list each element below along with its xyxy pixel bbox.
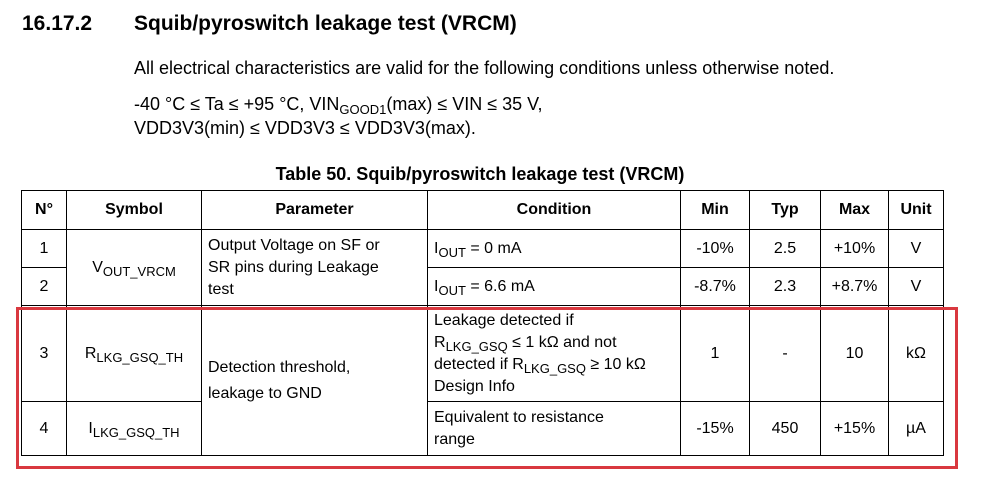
cell-n: 2 — [22, 268, 67, 306]
header-unit: Unit — [889, 191, 944, 230]
leakage-test-table — [21, 190, 944, 456]
cell-min: -15% — [681, 402, 750, 456]
cell-symbol: $R_{LKG\_GSQ\_TH}$ — [67, 306, 202, 402]
cell-min: 1 — [681, 306, 750, 402]
cell-unit: µA — [889, 402, 944, 456]
conditions-line-1: -40 °C ≤ Ta ≤ +95 °C, $VIN_{GOOD1}(\max)$ ≤ VIN ≤ 35 V, — [134, 94, 543, 117]
cell-typ: - — [750, 306, 821, 402]
cell-n: 4 — [22, 402, 67, 456]
cell-condition: $I_{OUT} = 6.6$ mA — [428, 268, 681, 306]
cell-parameter: Detection threshold, leakage to GND — [202, 306, 428, 456]
cell-typ: 450 — [750, 402, 821, 456]
cell-parameter: Output Voltage on SF or SR pins during Leakage test — [202, 230, 428, 306]
cell-typ: 2.3 — [750, 268, 821, 306]
cell-unit: V — [889, 268, 944, 306]
cell-unit: kΩ — [889, 306, 944, 402]
cell-max: +8.7% — [821, 268, 889, 306]
cell-unit: V — [889, 230, 944, 268]
header-symbol: Symbol — [67, 191, 202, 230]
conditions-line-2: VDD3V3(min) ≤ VDD3V3 ≤ VDD3V3(max). — [134, 118, 476, 138]
header-parameter: Parameter — [202, 191, 428, 230]
cell-condition: $I_{OUT} = 0$ mA — [428, 230, 681, 268]
cell-symbol: $I_{LKG\_GSQ\_TH}$ — [67, 402, 202, 456]
cell-min: -8.7% — [681, 268, 750, 306]
table-row — [22, 402, 944, 456]
header-min: Min — [681, 191, 750, 230]
table-row — [22, 230, 944, 268]
cell-max: +15% — [821, 402, 889, 456]
intro-text: All electrical characteristics are valid for the following conditions unless otherwise noted. — [134, 58, 835, 78]
table-row — [22, 306, 944, 402]
cell-condition: Leakage detected if $R_{LKG\_GSQ} \le 1$ kΩ and not detected if $R_{LKG\_GSQ} \ge 10$ kΩ Design Info — [428, 306, 681, 402]
table-caption: Table 50. Squib/pyroswitch leakage test (VRCM) — [275, 164, 685, 184]
header-typ: Typ — [750, 191, 821, 230]
table-header-row — [22, 191, 944, 230]
cell-condition: Equivalent to resistance range — [428, 402, 681, 456]
header-max: Max — [821, 191, 889, 230]
section-title: Squib/pyroswitch leakage test (VRCM) — [134, 12, 517, 35]
cell-symbol: $V_{OUT\_VRCM}$ — [67, 230, 202, 306]
cell-max: 10 — [821, 306, 889, 402]
cell-n: 3 — [22, 306, 67, 402]
cell-n: 1 — [22, 230, 67, 268]
cell-typ: 2.5 — [750, 230, 821, 268]
header-n: N° — [22, 191, 67, 230]
header-condition: Condition — [428, 191, 681, 230]
section-number: 16.17.2 — [22, 12, 93, 35]
cell-max: +10% — [821, 230, 889, 268]
cell-min: -10% — [681, 230, 750, 268]
